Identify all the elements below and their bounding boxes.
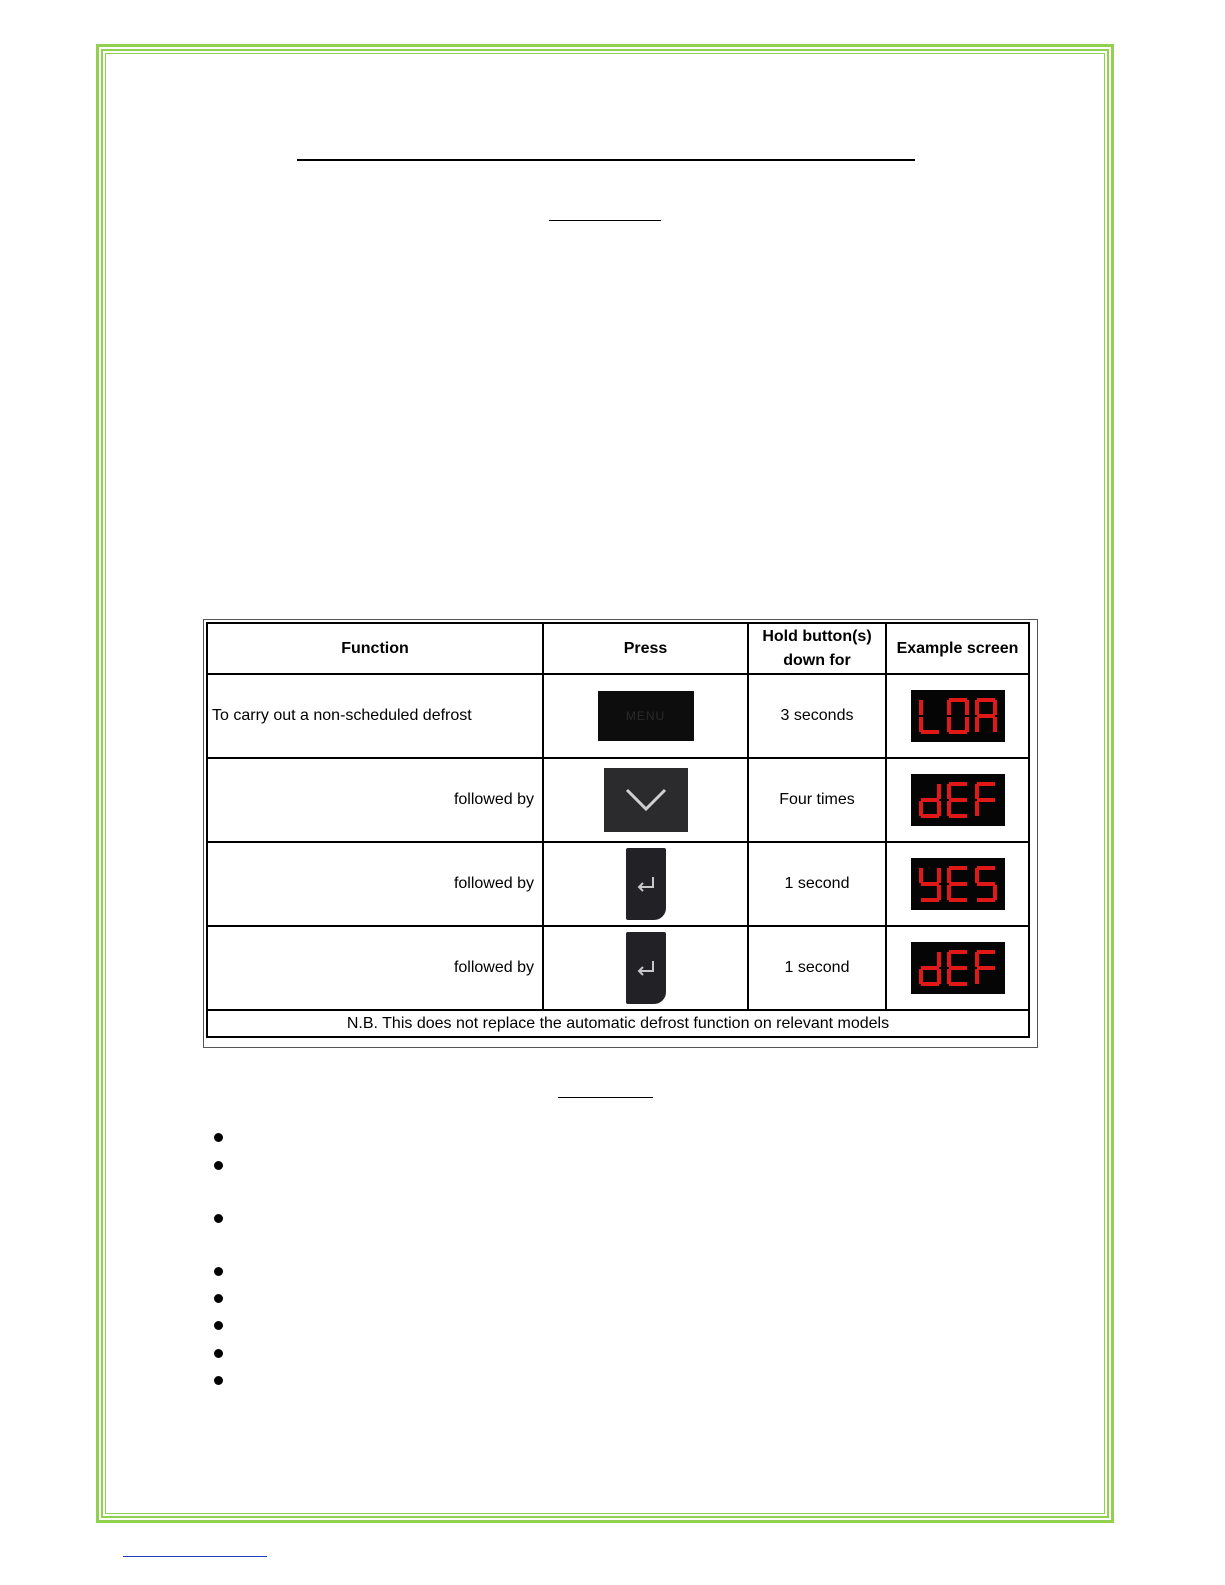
row-press bbox=[543, 758, 748, 842]
display-segment bbox=[949, 798, 967, 802]
table-header-row bbox=[207, 623, 1029, 674]
display-segment bbox=[965, 700, 969, 715]
display-segment bbox=[975, 717, 979, 732]
display-segment bbox=[949, 950, 967, 954]
table-note-row bbox=[207, 1010, 1029, 1037]
row-example bbox=[886, 674, 1029, 758]
chevron-down-icon bbox=[604, 768, 688, 832]
display-segment bbox=[947, 700, 951, 715]
display-segment bbox=[949, 982, 967, 986]
display-segment bbox=[949, 898, 967, 902]
display-segment bbox=[921, 730, 939, 734]
row-function: followed by bbox=[207, 926, 543, 1010]
bullet-icon bbox=[214, 1214, 224, 1224]
example-display bbox=[911, 774, 1005, 826]
display-segment bbox=[949, 966, 967, 970]
display-readout-loa bbox=[915, 694, 1001, 738]
display-segment bbox=[921, 966, 939, 970]
display-segment bbox=[993, 700, 997, 715]
bullet-icon bbox=[214, 1349, 224, 1359]
display-segment bbox=[919, 700, 923, 715]
table-row bbox=[207, 758, 1029, 842]
display-segment bbox=[947, 952, 951, 967]
section-underline bbox=[558, 1097, 653, 1098]
display-readout-yes bbox=[915, 862, 1001, 906]
row-function: followed by bbox=[207, 758, 543, 842]
header-press: Press bbox=[543, 623, 748, 674]
row-example bbox=[886, 758, 1029, 842]
bullet-icon bbox=[214, 1267, 224, 1277]
display-segment bbox=[975, 969, 979, 984]
display-segment bbox=[921, 798, 939, 802]
row-function: To carry out a non-scheduled defrost bbox=[207, 674, 543, 758]
row-function: followed by bbox=[207, 842, 543, 926]
row-example bbox=[886, 842, 1029, 926]
display-segment bbox=[949, 730, 967, 734]
display-segment bbox=[937, 969, 941, 984]
display-segment bbox=[949, 814, 967, 818]
header-example-screen: Example screen bbox=[886, 623, 1029, 674]
display-segment bbox=[937, 801, 941, 816]
defrost-steps-table bbox=[206, 622, 1030, 1038]
display-segment bbox=[975, 952, 979, 967]
bullet-icon bbox=[214, 1161, 224, 1171]
row-hold: 1 second bbox=[748, 926, 886, 1010]
table-row bbox=[207, 674, 1029, 758]
display-segment bbox=[949, 882, 967, 886]
bullet-icon bbox=[214, 1294, 224, 1304]
display-segment bbox=[921, 882, 939, 886]
display-segment bbox=[947, 969, 951, 984]
display-segment bbox=[949, 698, 967, 702]
display-segment bbox=[947, 885, 951, 900]
enter-return-icon bbox=[626, 932, 666, 1004]
footer-link-underline bbox=[123, 1556, 267, 1557]
menu-button-icon: MENU bbox=[598, 691, 694, 741]
display-segment bbox=[993, 885, 997, 900]
display-segment bbox=[937, 885, 941, 900]
bullet-icon bbox=[214, 1376, 224, 1386]
display-segment bbox=[919, 801, 923, 816]
enter-return-icon bbox=[626, 848, 666, 920]
row-press bbox=[543, 674, 748, 758]
display-segment bbox=[949, 866, 967, 870]
display-segment bbox=[977, 950, 995, 954]
bullet-icon bbox=[214, 1321, 224, 1331]
display-segment bbox=[977, 898, 995, 902]
example-display bbox=[911, 690, 1005, 742]
display-segment bbox=[977, 714, 995, 718]
display-segment bbox=[975, 784, 979, 799]
row-hold: 3 seconds bbox=[748, 674, 886, 758]
display-segment bbox=[947, 717, 951, 732]
row-hold: Four times bbox=[748, 758, 886, 842]
display-segment bbox=[977, 966, 995, 970]
table-row bbox=[207, 842, 1029, 926]
row-press bbox=[543, 842, 748, 926]
display-segment bbox=[977, 882, 995, 886]
title-underline bbox=[297, 159, 915, 161]
display-segment bbox=[937, 868, 941, 883]
display-segment bbox=[977, 866, 995, 870]
display-segment bbox=[949, 782, 967, 786]
display-segment bbox=[921, 982, 939, 986]
display-segment bbox=[947, 801, 951, 816]
header-hold: Hold button(s) down for bbox=[748, 623, 886, 674]
row-press bbox=[543, 926, 748, 1010]
bullet-icon bbox=[214, 1133, 224, 1143]
display-segment bbox=[937, 784, 941, 799]
display-segment bbox=[921, 898, 939, 902]
display-segment bbox=[975, 700, 979, 715]
display-segment bbox=[975, 801, 979, 816]
display-segment bbox=[947, 784, 951, 799]
display-segment bbox=[919, 868, 923, 883]
display-segment bbox=[977, 698, 995, 702]
display-segment bbox=[947, 868, 951, 883]
header-function: Function bbox=[207, 623, 543, 674]
display-segment bbox=[977, 782, 995, 786]
display-readout-def bbox=[915, 778, 1001, 822]
display-segment bbox=[993, 717, 997, 732]
display-segment bbox=[975, 868, 979, 883]
table-note: N.B. This does not replace the automatic defrost function on relevant models bbox=[207, 1010, 1029, 1037]
display-segment bbox=[919, 969, 923, 984]
display-segment bbox=[977, 798, 995, 802]
subheading-underline bbox=[549, 220, 661, 221]
row-example bbox=[886, 926, 1029, 1010]
example-display bbox=[911, 942, 1005, 994]
display-segment bbox=[965, 717, 969, 732]
display-segment bbox=[921, 814, 939, 818]
row-hold: 1 second bbox=[748, 842, 886, 926]
table-row bbox=[207, 926, 1029, 1010]
display-segment bbox=[937, 952, 941, 967]
display-readout-def bbox=[915, 946, 1001, 990]
display-segment bbox=[919, 717, 923, 732]
example-display bbox=[911, 858, 1005, 910]
